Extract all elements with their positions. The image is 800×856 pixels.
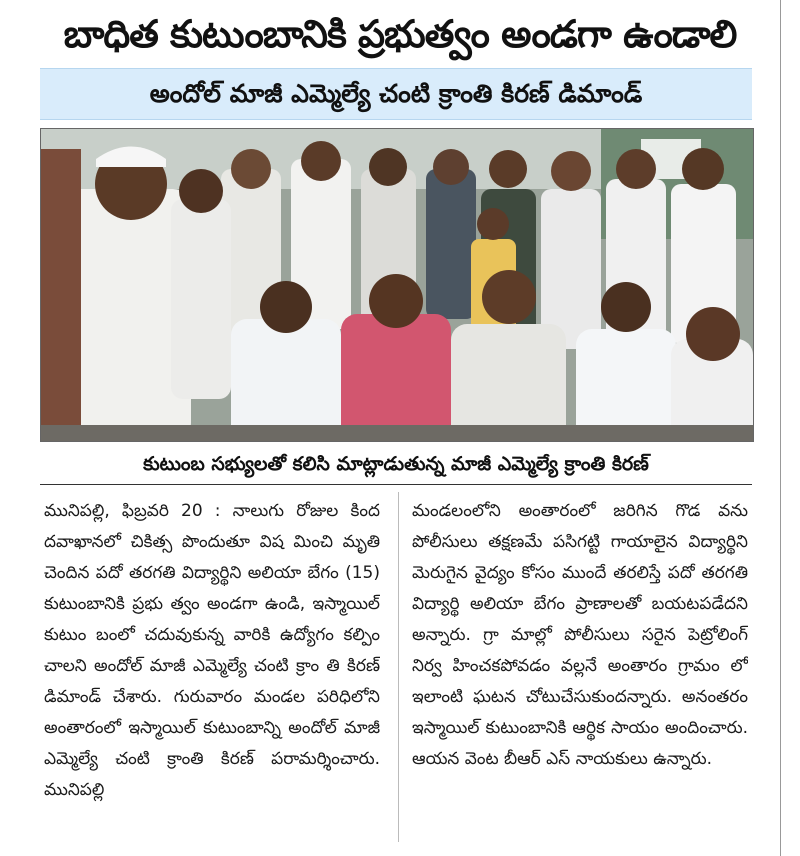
headline: బాధిత కుటుంబానికి ప్రభుత్వం అండగా ఉండాలి bbox=[63, 12, 737, 56]
article-paragraph-left: మునిపల్లి, ఫిబ్రవరి 20 : నాలుగు రోజుల కింద దవాఖానలో చికిత్స పొందుతూ విష మించి మృతి చెందిన పదో తరగతి విద్యార్థిని అలియా బేగం (15) కుటుంబానికి ప్రభు త్వం అండగా ఉండి, ఇస్మాయిల్ కుటుం బంలో చదువుకున్న వారికి ఉద్యోగం కల్పిం చాలని అందోల్ మాజీ ఎమ్మెల్యే చంటి క్రాం తి కిరణ్ డిమాండ్ చేశారు. గురువారం మండల పరిధిలోని అంతారంలో ఇస్మాయిల్ కుటుంబాన్ని అందోల్ మాజీ ఎమ్మెల్యే చంటి క్రాంతి కిరణ్ పరామర్శించారు. మునిపల్లి bbox=[44, 501, 380, 800]
column-divider bbox=[398, 492, 399, 842]
subheadline-banner bbox=[40, 68, 752, 120]
article-column-right bbox=[412, 496, 748, 846]
page-edge-line bbox=[780, 0, 781, 856]
article-paragraph-right: మండలంలోని అంతారంలో జరిగిన గొడ వను పోలీసులు తక్షణమే పసిగట్టి గాయాలైన విద్యార్థిని మెరుగైన వైద్యం కోసం ముందే తరలిస్తే పదో తరగతి విద్యార్థి అలియా బేగం ప్రాణాలతో బయటపడేదని అన్నారు. గ్రా మాల్లో పోలీసులు సరైన పెట్రోలింగ్ నిర్వ హించకపోవడం వల్లనే అంతారం గ్రామం లో ఇలాంటి ఘటన చోటుచేసుకుందన్నారు. అనంతరం ఇస్మాయిల్ కుటుంబానికి ఆర్థిక సాయం అందించారు. ఆయన వెంట బీఆర్ ఎస్ నాయకులు ఉన్నారు. bbox=[412, 501, 748, 769]
news-photo bbox=[40, 128, 754, 442]
subheadline: అందోల్ మాజీ ఎమ్మెల్యే చంటి క్రాంతి కిరణ్ డిమాండ్ bbox=[149, 79, 643, 108]
article-column-left bbox=[44, 496, 380, 846]
caption-rule bbox=[40, 484, 752, 485]
photo-caption: కుటుంబ సభ్యులతో కలిసి మాట్లాడుతున్న మాజీ ఎమ్మెల్యే క్రాంతి కిరణ్ bbox=[143, 453, 649, 475]
